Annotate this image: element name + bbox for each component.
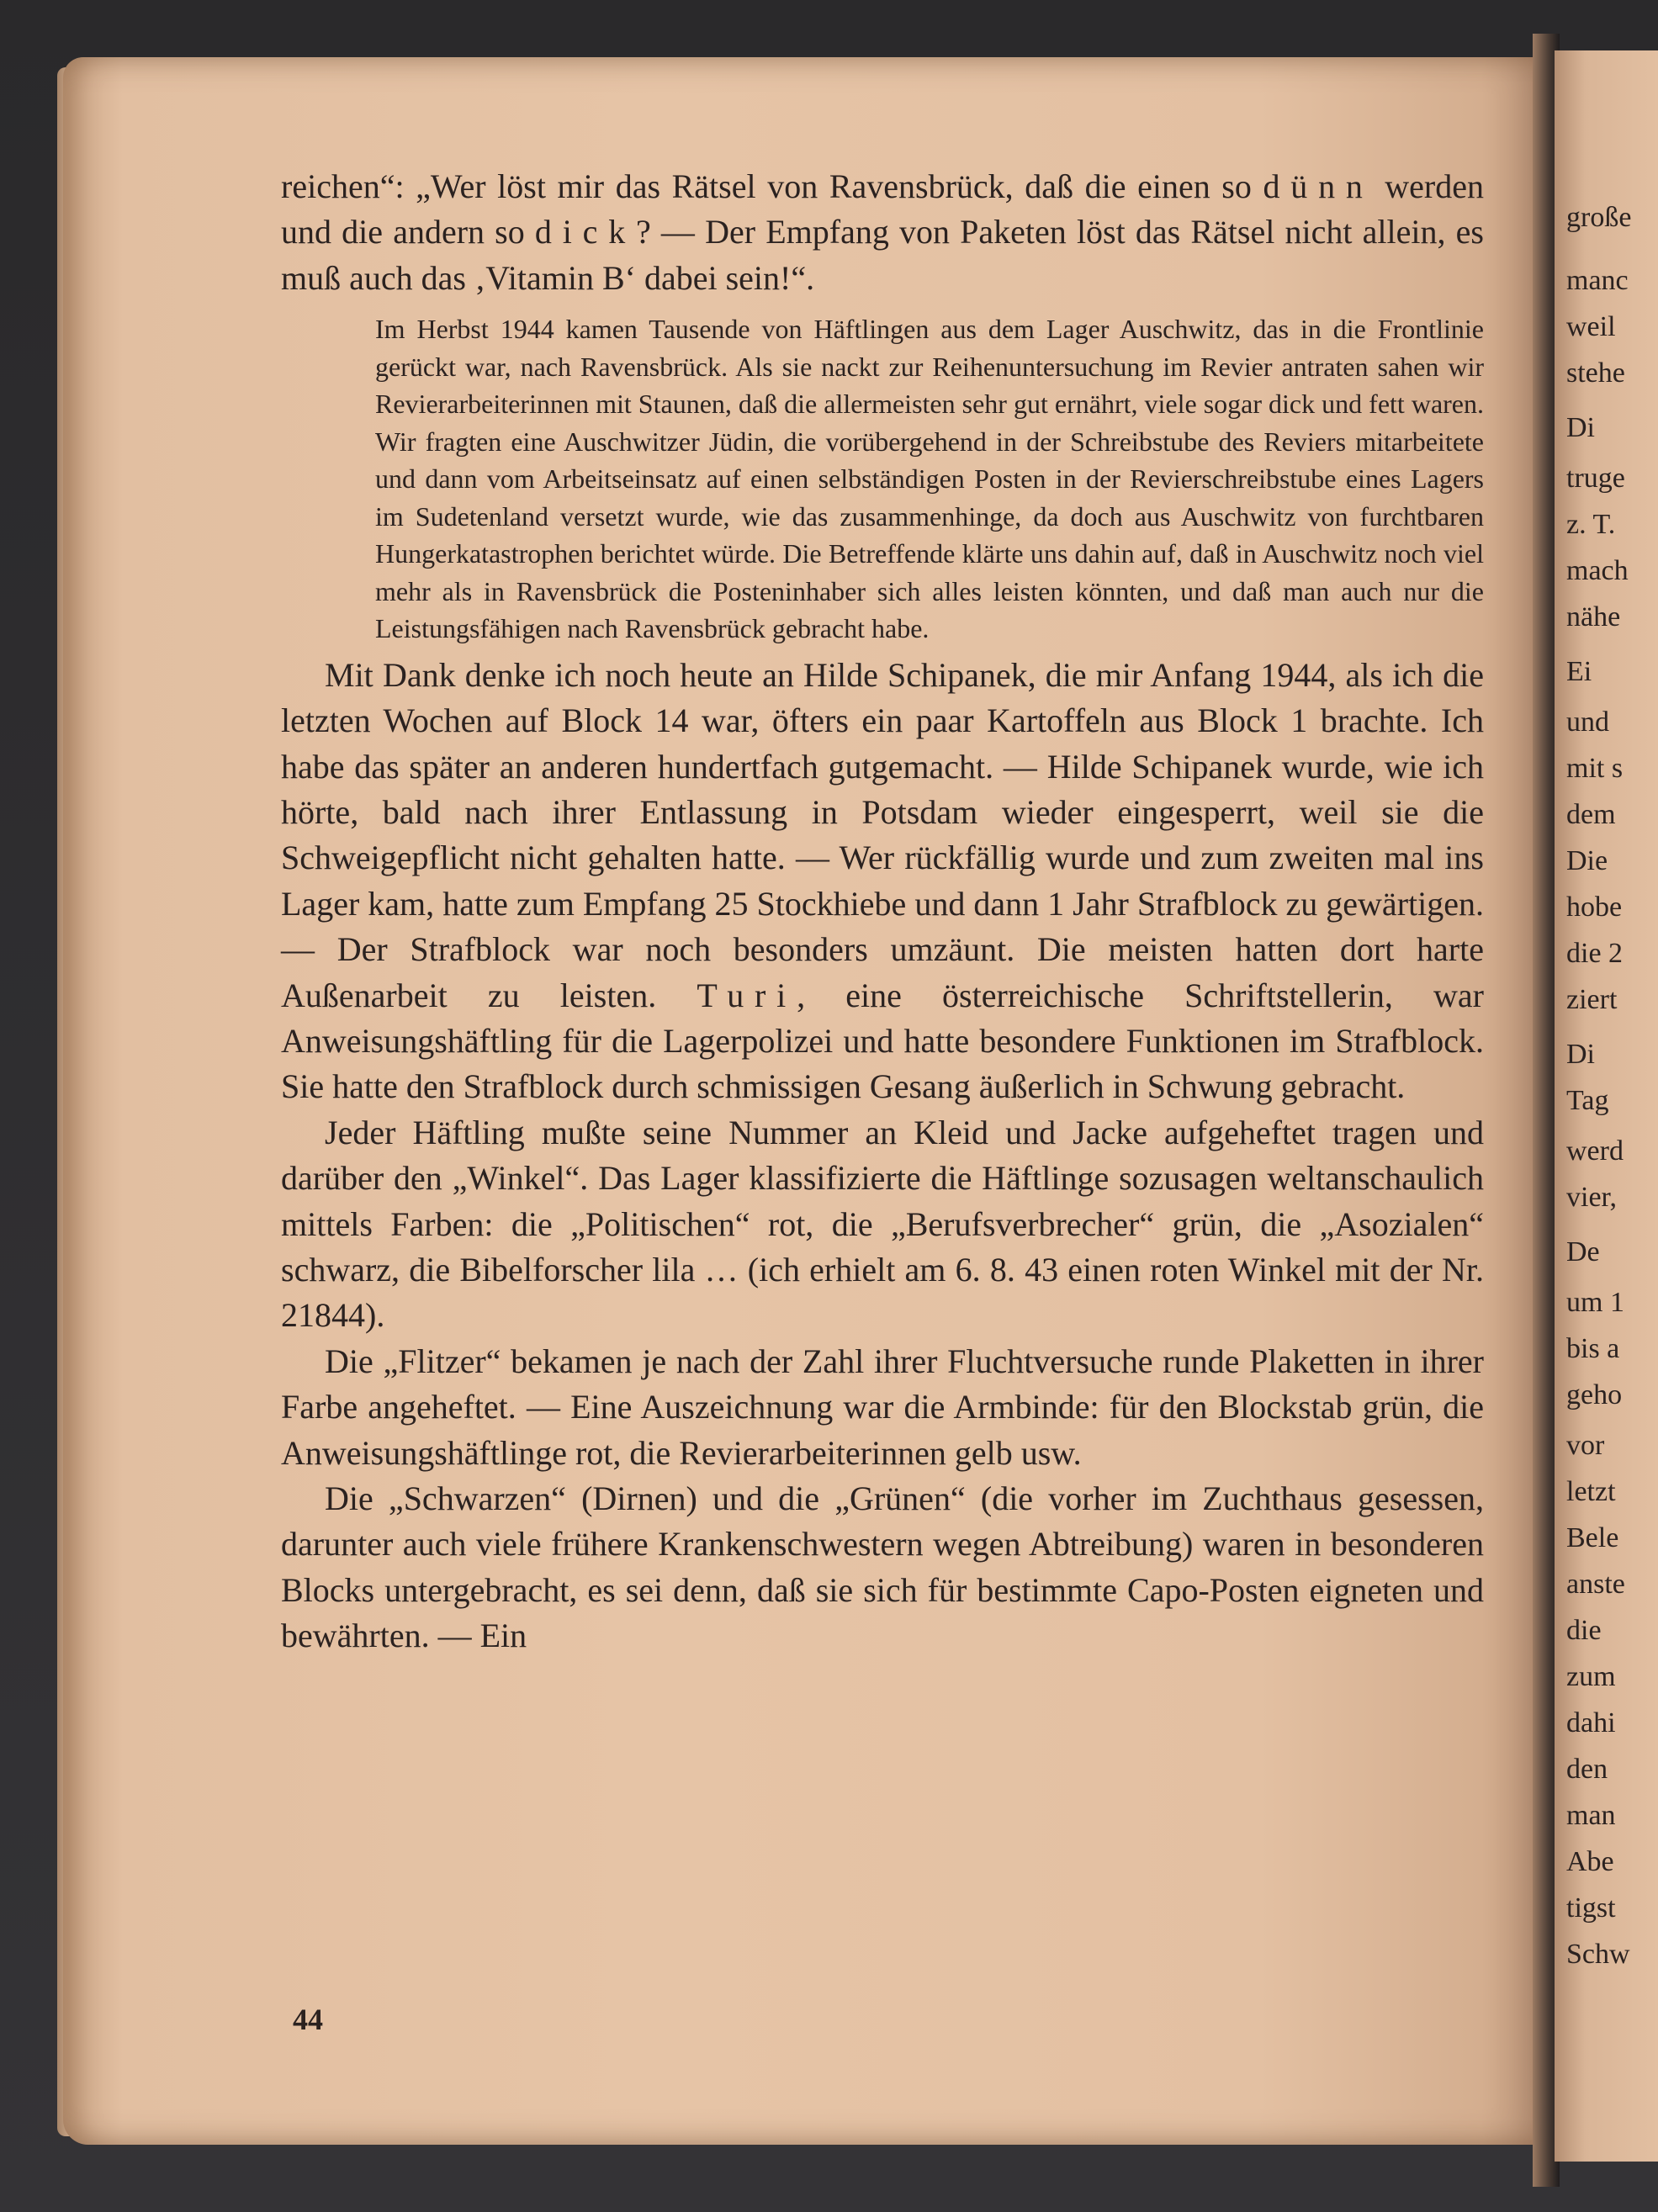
page-text (281, 164, 1484, 1659)
facing-page-fragment: hobe (1566, 892, 1623, 923)
facing-page-fragment: anste (1566, 1569, 1625, 1600)
facing-page-fragment: nähe (1566, 601, 1621, 632)
facing-page-fragment: Abe (1566, 1846, 1614, 1877)
facing-page-fragment: die (1566, 1615, 1602, 1646)
facing-page-fragment: weil (1566, 311, 1616, 342)
paragraph-3 (281, 653, 1484, 1110)
facing-page-fragment: man (1566, 1800, 1616, 1831)
paragraph-1-part-a: reichen“: „Wer löst mir das Rätsel von Ravensbrück, daß die einen so (281, 167, 1263, 205)
facing-page-fragment: Ei (1566, 656, 1592, 687)
facing-page-fragment: große (1566, 202, 1632, 233)
facing-page-fragment: truge (1566, 463, 1625, 494)
facing-page-fragment: dem (1566, 799, 1616, 830)
facing-page-fragment: mit s (1566, 753, 1624, 784)
facing-page-fragment: zum (1566, 1661, 1616, 1692)
facing-page-fragment: letzt (1566, 1476, 1616, 1507)
facing-page-fragment: z. T. (1566, 509, 1616, 540)
paragraph-5: Die „Flitzer“ bekamen je nach der Zahl ihrer Fluchtversuche runde Plaketten in ihrer Farbe angeheftet. — Eine Auszeichnung war die Armbinde: für den Blockstab grün, die Anweisungshäftlinge rot, die Revierarbeiterinnen gelb usw. (281, 1341, 1484, 1472)
paragraph-4: Jeder Häftling mußte seine Nummer an Kleid und Jacke aufgeheftet tragen und darüber den „Winkel“. Das Lager klassifizierte die Häftlinge sozusagen weltanschaulich mittels Farben: die „Politischen“ rot, die „Berufsverbrecher“ grün, die „Asozialen“ schwarz, die Bibelforscher lila … (ich erhielt am 6. 8. 43 einen roten Winkel mit der Nr. 21844). (281, 1113, 1484, 1335)
facing-page-fragment: stehe (1566, 357, 1625, 389)
facing-page-fragment: Bele (1566, 1522, 1619, 1553)
facing-page-fragment: tigst (1566, 1892, 1616, 1924)
facing-page-fragment: Schw (1566, 1939, 1630, 1970)
emphasis-thick: dick (534, 213, 636, 251)
page-number: 44 (293, 2003, 323, 2036)
paragraph-1-part-b: werden und die andern so (281, 167, 1485, 251)
facing-page-fragment: werd (1566, 1135, 1624, 1167)
facing-page-fragment: Di (1566, 1039, 1595, 1070)
facing-page-fragment: manc (1566, 265, 1629, 296)
facing-page-fragment: geho (1566, 1379, 1623, 1410)
facing-page-fragment: Tag (1566, 1085, 1609, 1116)
paragraph-1-part-c: ? — Der Empfang von Paketen löst das Rätsel nicht allein, es muß auch das ‚Vitamin B‘ dabei sein!“. (281, 213, 1484, 297)
emphasis-thin: dünn (1263, 167, 1374, 205)
facing-page-fragment: dahi (1566, 1707, 1616, 1738)
facing-page-fragment: vor (1566, 1430, 1605, 1461)
facing-page-fragment: Die (1566, 845, 1608, 876)
facing-page-fragment: den (1566, 1754, 1608, 1785)
facing-page-fragment: bis a (1566, 1333, 1620, 1364)
facing-page-fragment: die 2 (1566, 938, 1624, 969)
paragraph-3-part-a: Mit Dank denke ich noch heute an Hilde Schipanek, die mir Anfang 1944, als ich die letzten Wochen auf Block 14 war, öfters ein paar Kartoffeln aus Block 1 brachte. Ich habe das später an anderen hundertfach gutgemacht. — Hilde Schipanek wurde, wie ich hörte, bald nach ihrer Entlassung in Potsdam wieder eingesperrt, weil sie die Schweigepflicht nicht gehalten hatte. — Wer rückfällig wurde und zum zweiten mal ins Lager kam, hatte zum Empfang 25 Stockhiebe und dann 1 Jahr Strafblock zu gewärtigen. — Der Strafblock war noch besonders umzäunt. Die meisten hatten dort harte Außenarbeit zu leisten. (281, 655, 1484, 1014)
facing-page-fragment: um 1 (1566, 1287, 1624, 1318)
facing-page-fragment: ziert (1566, 984, 1618, 1015)
facing-page-fragment: De (1566, 1236, 1600, 1267)
facing-page-edge (1555, 50, 1658, 2162)
paragraph-3-part-b: , eine österreichische Schriftstellerin, war Anweisungshäftling für die Lagerpolizei und hatte besondere Funktionen im Strafblock. Sie hatte den Strafblock durch schmissigen Gesang äußerlich in Schwung gebracht. (281, 976, 1484, 1106)
facing-page-fragment: vier, (1566, 1182, 1617, 1213)
facing-page-fragment: und (1566, 706, 1609, 738)
paragraph-1 (281, 164, 1484, 301)
facing-page-fragment: Di (1566, 412, 1595, 443)
footnote-block: Im Herbst 1944 kamen Tausende von Häftlingen aus dem Lager Auschwitz, das in die Frontlinie gerückt war, nach Ravensbrück. Als sie nackt zur Reihenuntersuchung im Revier antraten sahen wir Revierarbeiterinnen mit Staunen, daß die allermeisten sehr gut ernährt, viele sogar dick und fett waren. Wir fragten eine Auschwitzer Jüdin, die vorübergehend in der Schreibstube des Reviers mitarbeitete und dann vom Arbeitseinsatz auf einen selbständigen Posten in der Revierschreibstube eines Lagers im Sudetenland versetzt wurde, wie das zusammenhinge, da doch aus Auschwitz von furchtbaren Hungerkatastrophen berichtet würde. Die Betreffende klärte uns dahin auf, daß in Auschwitz noch viel mehr als in Ravensbrück die Posteninhaber sich alles leisten könnten, und daß man auch nur die Leistungsfähigen nach Ravensbrück gebracht habe. (375, 314, 1484, 644)
facing-page-fragment: mach (1566, 555, 1629, 586)
paragraph-6: Die „Schwarzen“ (Dirnen) und die „Grünen“ (die vorher im Zuchthaus gesessen, darunter auch viele frühere Krankenschwestern wegen Abtreibung) waren in besonderen Blocks untergebracht, es sei denn, daß sie sich für bestimmte Capo-Posten eigneten und bewährten. — Ein (281, 1479, 1484, 1655)
emphasis-turi: Turi (697, 976, 797, 1014)
